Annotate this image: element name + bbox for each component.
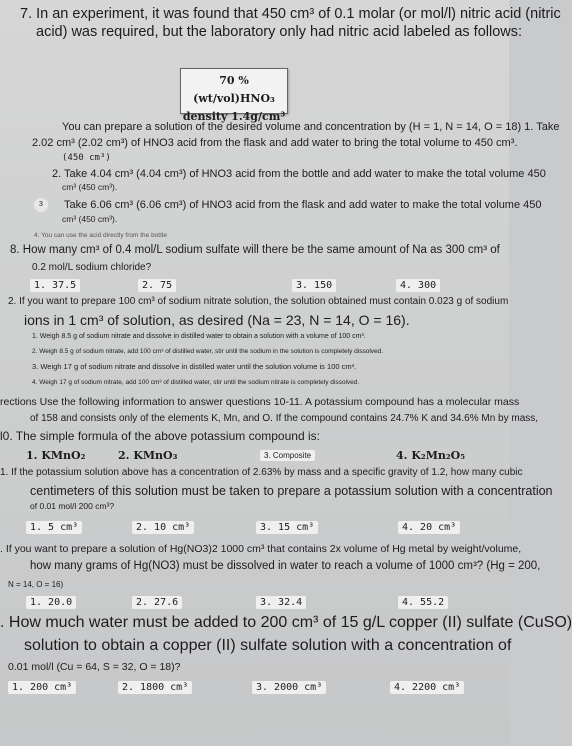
q12-option-3[interactable]: 3. 32.4	[256, 597, 306, 608]
q8-line1: 8. How many cm³ of 0.4 mol/L sodium sulfate will there be the same amount of Na as 300 cm³ of	[10, 244, 500, 256]
q12-option-2[interactable]: 2. 27.6	[132, 597, 182, 608]
q7-opt1-line2: 2.02 cm³ (2.02 cm³) of HNO3 acid from the flask and add water to bring the total volume to 450 cm³.	[32, 137, 518, 149]
q13-option-3[interactable]: 3. 2000 cm³	[252, 682, 326, 693]
q7-opt1-line3: (450 cm³)	[62, 153, 111, 163]
q9-opt4: 4. Weigh 17 g of sodium nitrate, add 100 cm³ of distilled water, stir until the sodium nitrate is completely dissolved.	[32, 379, 360, 386]
q8-option-2[interactable]: 2. 75	[138, 280, 176, 291]
intro-line2: of 158 and consists only of the elements K, Mn, and O. If the compound contains 24.7% K and 34.6% Mn by mass,	[30, 413, 539, 424]
q13-line1: . How much water must be added to 200 cm³ of 15 g/L copper (II) sulfate (CuSO)	[0, 614, 572, 631]
q9-opt1: 1. Weigh 8.5 g of sodium nitrate and dissolve in distilled water to obtain a solution with a volume of 100 cm³.	[32, 333, 366, 340]
q8-line2: 0.2 mol/L sodium chloride?	[32, 262, 152, 273]
q7-opt2-line1: 2. Take 4.04 cm³ (4.04 cm³) of HNO3 acid from the bottle and add water to make the total volume 450	[52, 168, 546, 180]
acid-label	[180, 68, 288, 123]
q11-line2: centimeters of this solution must be taken to prepare a potassium solution with a concentration	[30, 484, 553, 498]
q9-opt2: 2. Weigh 8.5 g of sodium nitrate, add 100 cm³ of distilled water, stir until the sodium in the solution is completely dissolved.	[32, 348, 384, 355]
acid-label-line1: 70 %(wt/vol)HNO₃	[193, 74, 275, 105]
q8-option-4[interactable]: 4. 300	[396, 280, 440, 291]
q7-line1: 7. In an experiment, it was found that 450 cm³ of 0.1 molar (or mol/l) nitric acid (nitric	[20, 6, 561, 22]
q7-opt2-line2: cm³ (450 cm³).	[62, 182, 118, 192]
intro-line1: rections Use the following information to answer questions 10-11. A potassium compound has a molecular mass	[0, 396, 520, 408]
q7-opt4: 4. You can use the acid directly from the bottle	[34, 232, 167, 239]
q7-line2: acid) was required, but the laboratory only had nitric acid labeled as follows:	[36, 24, 523, 40]
q12-line3: N = 14, O = 16)	[8, 580, 64, 589]
q9-line2: ions in 1 cm³ of solution, as desired (Na = 23, N = 14, O = 16).	[24, 312, 410, 328]
q8-option-1[interactable]: 1. 37.5	[30, 280, 80, 291]
q13-option-1[interactable]: 1. 200 cm³	[8, 682, 76, 693]
q9-opt3: 3. Weigh 17 g of sodium nitrate and dissolve in distilled water until the solution volume is 100 cm³.	[32, 362, 357, 371]
q12-line1: . If you want to prepare a solution of Hg(NO3)2 1000 cm³ that contains 2x volume of Hg metal by weight/volume,	[0, 543, 522, 555]
q11-line3: of 0.01 mol/l 200 cm³?	[30, 501, 115, 511]
q8-option-3[interactable]: 3. 150	[292, 280, 336, 291]
q10-line1: l0. The simple formula of the above potassium compound is:	[0, 429, 320, 443]
q13-line2: solution to obtain a copper (II) sulfate solution with a concentration of	[24, 637, 512, 654]
q11-line1: 1. If the potassium solution above has a concentration of 2.63% by mass and a specific gravity of 1.2, how many cubic	[0, 467, 523, 478]
q10-option-4[interactable]: 4. K₂Mn₂O₅	[396, 449, 466, 462]
acid-label-line2: density 1.4g/cm³	[182, 110, 286, 123]
q10-option-2[interactable]: 2. KMnO₃	[118, 449, 178, 462]
q12-line2: how many grams of Hg(NO3) must be dissolved in water to reach a volume of 1000 cm³? (Hg = 200,	[30, 560, 541, 572]
q7-opt3-line1: Take 6.06 cm³ (6.06 cm³) of HNO3 acid from the flask and add water to make the total volume 450	[64, 199, 542, 211]
q13-option-2[interactable]: 2. 1800 cm³	[118, 682, 192, 693]
q11-option-1[interactable]: 1. 5 cm³	[26, 522, 82, 533]
q7-opt1-line1: You can prepare a solution of the desired volume and concentration by (H = 1, N = 14, O = 18) 1. Take	[62, 121, 560, 133]
q10-option-1[interactable]: 1. KMnO₂	[26, 449, 86, 462]
q7-opt3-line2: cm³ (450 cm³).	[62, 214, 118, 224]
q12-option-1[interactable]: 1. 20.0	[26, 597, 76, 608]
q10-option-3[interactable]: 3. Composite	[260, 451, 315, 460]
q13-line3: 0.01 mol/l (Cu = 64, S = 32, O = 18)?	[8, 661, 181, 673]
q11-option-3[interactable]: 3. 15 cm³	[256, 522, 318, 533]
q12-option-4[interactable]: 4. 55.2	[398, 597, 448, 608]
q11-option-4[interactable]: 4. 20 cm³	[398, 522, 460, 533]
q13-option-4[interactable]: 4. 2200 cm³	[390, 682, 464, 693]
q9-line1: 2. If you want to prepare 100 cm³ of sodium nitrate solution, the solution obtained must contain 0.023 g of sodium	[8, 296, 509, 307]
q7-opt3-number: 3	[34, 198, 48, 212]
q11-option-2[interactable]: 2. 10 cm³	[132, 522, 194, 533]
